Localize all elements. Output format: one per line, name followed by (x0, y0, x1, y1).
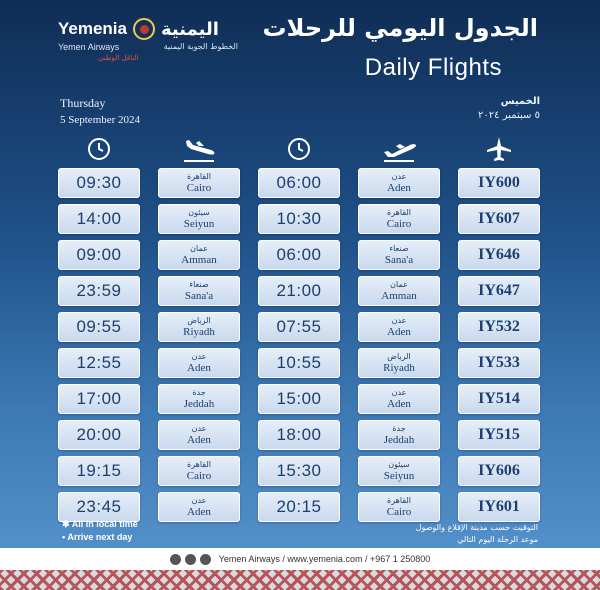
note-next-day-ar: موعد الرحلة اليوم التالي (457, 535, 538, 544)
flight-number: IY600 (458, 168, 540, 198)
arrival-time: 23:45 (58, 492, 140, 522)
departure-time: 20:15 (258, 492, 340, 522)
arrival-time: 09:00 (58, 240, 140, 270)
arrival-time: 14:00 (58, 204, 140, 234)
flight-number: IY514 (458, 384, 540, 414)
arrival-city (158, 240, 240, 270)
date-text-ar: ٥ سبتمبر ٢٠٢٤ (478, 110, 540, 121)
departure-city-ar: القاهرة (387, 496, 411, 505)
decorative-band (0, 570, 600, 590)
arrival-city-en: Aden (187, 506, 211, 518)
clock-icon (58, 132, 140, 166)
departure-city-ar: صنعاء (389, 244, 409, 253)
departure-time: 15:30 (258, 456, 340, 486)
note-local-time: ✱ All in local time (62, 519, 138, 529)
departure-cells (358, 168, 440, 522)
flight-cells (458, 168, 540, 522)
departure-city (358, 312, 440, 342)
brand-logo (58, 18, 238, 62)
arrival-city (158, 456, 240, 486)
arrival-time: 19:15 (58, 456, 140, 486)
plane-icon (458, 132, 540, 166)
arrival-city (158, 312, 240, 342)
flight-number: IY646 (458, 240, 540, 270)
arrival-time: 09:55 (58, 312, 140, 342)
arrival-city-en: Amman (181, 254, 217, 266)
brand-name-ar: اليمنية (161, 18, 219, 40)
column-departure-time (258, 132, 340, 528)
date-en (60, 96, 140, 126)
page-title-ar: الجدول اليومي للرحلات (262, 14, 538, 42)
departure-city-en: Cairo (386, 506, 412, 518)
instagram-icon[interactable] (170, 554, 181, 565)
departure-city-en: Aden (387, 398, 411, 410)
column-arrival (158, 132, 240, 528)
departure-city-ar: القاهرة (387, 208, 411, 217)
departure-city-ar: جدة (392, 424, 406, 433)
footer (0, 548, 600, 570)
departure-city-en: Aden (387, 326, 411, 338)
departure-city-en: Jeddah (383, 434, 415, 446)
column-flight (458, 132, 540, 528)
brand-tagline: الناقل الوطني (98, 54, 139, 62)
flight-number: IY606 (458, 456, 540, 486)
departure-city (358, 348, 440, 378)
arrival-city (158, 348, 240, 378)
arrival-city-ar: عدن (191, 352, 207, 361)
departure-city-en: Cairo (386, 218, 412, 230)
arrival-city (158, 492, 240, 522)
arrival-city-ar: القاهرة (187, 172, 211, 181)
departure-city (358, 420, 440, 450)
arrival-time: 23:59 (58, 276, 140, 306)
departure-city-ar: عمان (390, 280, 408, 289)
arrival-time-cells (58, 168, 140, 522)
departure-city-ar: عدن (391, 388, 407, 397)
arrival-cells (158, 168, 240, 522)
note-next-day: • Arrive next day (62, 532, 133, 542)
arrival-time: 09:30 (58, 168, 140, 198)
departure-city-ar: الرياض (387, 352, 411, 361)
departure-city-en: Riyadh (383, 362, 415, 374)
departure-city-en: Seiyun (383, 470, 415, 482)
departure-city (358, 384, 440, 414)
departure-time: 18:00 (258, 420, 340, 450)
page-title-en: Daily Flights (364, 54, 502, 81)
note-local-time-ar: التوقيت حسب مدينة الإقلاع والوصول (415, 523, 538, 532)
flight-number: IY607 (458, 204, 540, 234)
departure-city-en: Aden (387, 182, 411, 194)
twitter-icon[interactable] (185, 554, 196, 565)
departure-city (358, 240, 440, 270)
departure-city (358, 456, 440, 486)
arrival-city (158, 384, 240, 414)
arrival-city-en: Sana'a (184, 290, 214, 302)
landing-icon (158, 132, 240, 166)
departure-city-en: Amman (381, 290, 417, 302)
arrival-city-en: Cairo (186, 182, 212, 194)
flight-number: IY601 (458, 492, 540, 522)
arrival-city-ar: جدة (192, 388, 206, 397)
arrival-time: 12:55 (58, 348, 140, 378)
departure-city (358, 492, 440, 522)
notes-ar (416, 522, 538, 546)
arrival-city-ar: صنعاء (189, 280, 209, 289)
flight-number: IY647 (458, 276, 540, 306)
date-text-en: 5 September 2024 (60, 114, 141, 126)
flight-number: IY532 (458, 312, 540, 342)
departure-time: 15:00 (258, 384, 340, 414)
takeoff-icon (358, 132, 440, 166)
arrival-city-en: Jeddah (183, 398, 215, 410)
departure-city-ar: عدن (391, 172, 407, 181)
arrival-city-en: Cairo (186, 470, 212, 482)
arrival-city (158, 168, 240, 198)
clock-icon (258, 132, 340, 166)
departure-city-ar: عدن (391, 316, 407, 325)
arrival-city-en: Riyadh (183, 326, 215, 338)
date-ar (478, 96, 540, 121)
departure-city-ar: سيئون (388, 460, 410, 469)
departure-city (358, 204, 440, 234)
departure-time: 10:55 (258, 348, 340, 378)
arrival-city-en: Aden (187, 362, 211, 374)
arrival-city (158, 204, 240, 234)
footer-contact: Yemen Airways / www.yemenia.com / +967 1 250800 (218, 554, 431, 564)
day-en: Thursday (60, 96, 106, 110)
arrival-city (158, 276, 240, 306)
brand-sub-en: Yemen Airways (58, 42, 120, 52)
brand-emblem-icon (133, 18, 155, 40)
arrival-city-ar: عدن (191, 496, 207, 505)
departure-time: 10:30 (258, 204, 340, 234)
departure-time-cells (258, 168, 340, 522)
arrival-time: 17:00 (58, 384, 140, 414)
header (0, 0, 600, 95)
arrival-city-ar: عمان (190, 244, 208, 253)
departure-city (358, 276, 440, 306)
flight-number: IY515 (458, 420, 540, 450)
arrival-time: 20:00 (58, 420, 140, 450)
arrival-city-ar: القاهرة (187, 460, 211, 469)
brand-sub-ar: الخطوط الجوية اليمنية (163, 42, 238, 51)
departure-time: 06:00 (258, 168, 340, 198)
arrival-city-ar: الرياض (187, 316, 211, 325)
arrival-city-en: Seiyun (183, 218, 215, 230)
departure-time: 06:00 (258, 240, 340, 270)
column-arrival-time (58, 132, 140, 528)
column-departure (358, 132, 440, 528)
arrival-city-ar: عدن (191, 424, 207, 433)
arrival-city-ar: سيئون (188, 208, 210, 217)
departure-time: 07:55 (258, 312, 340, 342)
facebook-icon[interactable] (200, 554, 211, 565)
brand-name-en: Yemenia (58, 19, 127, 38)
departure-city (358, 168, 440, 198)
notes-en (62, 518, 138, 544)
flight-number: IY533 (458, 348, 540, 378)
day-ar: الخميس (500, 96, 540, 107)
departure-city-en: Sana'a (384, 254, 414, 266)
arrival-city-en: Aden (187, 434, 211, 446)
departure-time: 21:00 (258, 276, 340, 306)
arrival-city (158, 420, 240, 450)
